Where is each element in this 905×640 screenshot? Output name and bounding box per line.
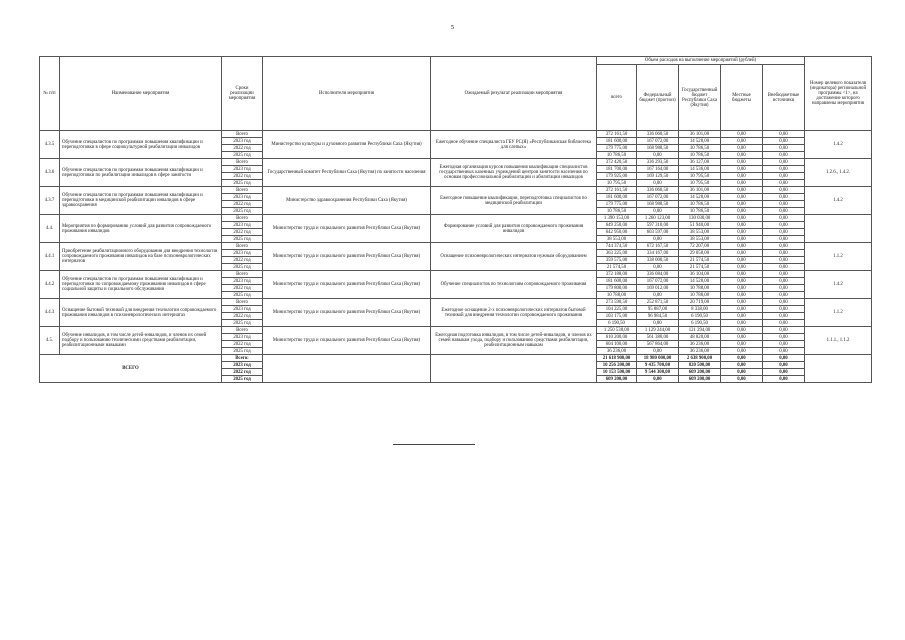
- row-value: 21 574,50: [679, 257, 721, 264]
- row-period: 2025 год: [222, 208, 263, 215]
- row-value: 0,00: [721, 173, 763, 180]
- total-value: 10 256 200,00: [597, 362, 637, 369]
- row-value: 0,00: [637, 152, 679, 159]
- row-value: 36 236,00: [679, 341, 721, 348]
- row-period: Всего: [222, 243, 263, 250]
- total-period: 2023 год: [222, 362, 263, 369]
- row-period: 2023 год: [222, 334, 263, 341]
- row-value: 336 293,50: [637, 159, 679, 166]
- row-value: 10 786,50: [679, 208, 721, 215]
- row-value: 334 167,00: [637, 250, 679, 257]
- row-name: Обучение специалистов по программам повышения квалификации и переподготовки в медицинской реабилитации инвалидов в сфере здравоохранения: [60, 187, 222, 215]
- total-value: 609 200,00: [679, 369, 721, 376]
- row-value: 0,00: [763, 138, 805, 145]
- row-period: 2023 год: [222, 278, 263, 285]
- row-value: 273 590,50: [597, 299, 637, 306]
- table-row: [40, 299, 872, 306]
- total-value: 0,00: [721, 355, 763, 362]
- row-number: 4.3.5: [40, 131, 60, 159]
- row-value: 130 030,00: [679, 215, 721, 222]
- row-value: 561 380,00: [637, 334, 679, 341]
- row-executor: Министерство труда и социального развития Республики Саха (Якутия): [263, 327, 431, 355]
- row-value: 0,00: [763, 236, 805, 243]
- row-number: 4.4.2: [40, 271, 60, 299]
- row-result: Формирование условий для развития сопровождаемого проживания инвалидов: [431, 215, 597, 243]
- row-value: 36 236,00: [597, 348, 637, 355]
- row-value: 0,00: [763, 299, 805, 306]
- row-value: 72 207,00: [679, 243, 721, 250]
- row-value: 10 788,00: [679, 292, 721, 299]
- row-value: 104 225,00: [597, 306, 637, 313]
- row-period: 2025 год: [222, 152, 263, 159]
- row-value: 6 190,50: [679, 320, 721, 327]
- page-number: 5: [450, 24, 455, 31]
- row-value: 0,00: [721, 250, 763, 257]
- row-value: 36 101,00: [679, 187, 721, 194]
- row-value: 0,00: [637, 236, 679, 243]
- row-value: 10 786,50: [679, 145, 721, 152]
- row-period: Всего: [222, 187, 263, 194]
- row-value: 0,00: [721, 236, 763, 243]
- row-indicator: 1.1.2: [805, 299, 872, 327]
- row-value: 20 719,00: [679, 299, 721, 306]
- row-value: 0,00: [763, 152, 805, 159]
- row-value: 1 390 153,00: [597, 215, 637, 222]
- row-value: 0,00: [763, 194, 805, 201]
- total-value: 2 638 900,00: [679, 355, 721, 362]
- row-period: 2023 год: [222, 306, 263, 313]
- total-label: ВСЕГО: [40, 355, 222, 383]
- row-value: 0,00: [721, 222, 763, 229]
- row-value: 0,00: [721, 159, 763, 166]
- row-name: Приобретение реабилитационного оборудования для внедрения технологии сопровождаемого проживания инвалидов на базе психоневрологических интернатов: [60, 243, 222, 271]
- row-value: 0,00: [721, 264, 763, 271]
- row-value: 179 800,00: [597, 285, 637, 292]
- row-value: 359 575,00: [597, 257, 637, 264]
- row-number: 4.3.6: [40, 159, 60, 187]
- row-value: 0,00: [721, 278, 763, 285]
- header-num: № п/п: [40, 57, 60, 131]
- row-value: 0,00: [637, 208, 679, 215]
- row-value: 0,00: [763, 285, 805, 292]
- row-value: 0,00: [721, 243, 763, 250]
- row-value: 0,00: [763, 264, 805, 271]
- row-value: 0,00: [763, 306, 805, 313]
- row-value: 0,00: [721, 299, 763, 306]
- row-value: 14 528,00: [679, 194, 721, 201]
- row-value: 372 161,50: [597, 187, 637, 194]
- row-number: 4.5.: [40, 327, 60, 355]
- row-value: 0,00: [763, 341, 805, 348]
- header-local: Местные бюджеты: [721, 65, 763, 131]
- row-value: 10 786,50: [597, 208, 637, 215]
- row-period: 2022 год: [222, 229, 263, 236]
- total-value: 0,00: [721, 376, 763, 383]
- row-value: 0,00: [721, 320, 763, 327]
- total-value: 0,00: [763, 376, 805, 383]
- row-executor: Государственный комитет Республики Саха (Якутия) по занятости населения: [263, 159, 431, 187]
- row-name: Мероприятия по формированию условий для развития сопровождаемого проживания инвалидов: [60, 215, 222, 243]
- budget-table: [39, 56, 872, 383]
- header-republic: Государственный бюджет Республики Саха (Якутия): [679, 65, 721, 131]
- row-value: 181 700,00: [597, 166, 637, 173]
- row-value: 10 788,00: [679, 285, 721, 292]
- row-value: 14 528,00: [679, 138, 721, 145]
- row-value: 372 420,50: [597, 159, 637, 166]
- row-name: Оснащение бытовой техникой для внедрения технологии сопровождаемого проживания инвалидов в психоневрологических интернатах: [60, 299, 222, 327]
- row-value: 10 786,50: [679, 201, 721, 208]
- row-value: 338 000,50: [637, 257, 679, 264]
- row-period: 2023 год: [222, 138, 263, 145]
- row-indicator: 1.1.1., 1.1.2: [805, 327, 872, 355]
- total-result-empty: [431, 355, 597, 383]
- row-value: 38 553,00: [679, 236, 721, 243]
- row-value: 0,00: [637, 292, 679, 299]
- row-value: 0,00: [637, 264, 679, 271]
- row-period: 2025 год: [222, 264, 263, 271]
- row-value: 0,00: [763, 278, 805, 285]
- row-value: 48 820,00: [679, 334, 721, 341]
- row-period: 2022 год: [222, 285, 263, 292]
- row-value: 603 597,00: [637, 229, 679, 236]
- total-value: 9 435 700,00: [637, 362, 679, 369]
- row-value: 181 600,00: [597, 138, 637, 145]
- row-value: 179 775,00: [597, 145, 637, 152]
- row-value: 179 775,00: [597, 201, 637, 208]
- row-value: 121 294,00: [679, 327, 721, 334]
- total-period: Всего:: [222, 355, 263, 362]
- row-value: 1 250 538,00: [597, 327, 637, 334]
- row-value: 36 101,00: [679, 131, 721, 138]
- row-value: 610 200,00: [597, 334, 637, 341]
- header-result: Ожидаемый результат реализации мероприятия: [431, 57, 597, 131]
- row-value: 0,00: [763, 208, 805, 215]
- total-value: 609 200,00: [679, 376, 721, 383]
- row-value: 14 528,00: [679, 278, 721, 285]
- row-value: 0,00: [721, 131, 763, 138]
- row-value: 252 871,50: [637, 299, 679, 306]
- row-value: 8 338,00: [679, 306, 721, 313]
- row-value: 181 600,00: [597, 194, 637, 201]
- total-value: 10 153 500,00: [597, 369, 637, 376]
- row-period: Всего: [222, 131, 263, 138]
- row-value: 0,00: [637, 320, 679, 327]
- row-period: Всего: [222, 327, 263, 334]
- row-value: 168 988,50: [637, 201, 679, 208]
- row-value: 0,00: [721, 194, 763, 201]
- row-value: 0,00: [721, 327, 763, 334]
- row-result: Ежегодная организация курсов повышения квалификации специалистов государственных казенных учреждений центров занятости населения по основам профессиональной реабилитации и абилитации инвалидов: [431, 159, 597, 187]
- total-value: 9 544 300,00: [637, 369, 679, 376]
- row-value: 167 072,00: [637, 278, 679, 285]
- row-value: 0,00: [763, 243, 805, 250]
- row-value: 14 536,00: [679, 166, 721, 173]
- total-value: 21 618 900,00: [597, 355, 637, 362]
- total-indicator-empty: [805, 355, 872, 383]
- row-executor: Министерство труда и социального развития Республики Саха (Якутия): [263, 215, 431, 243]
- row-value: 336 060,50: [637, 187, 679, 194]
- row-value: 0,00: [763, 159, 805, 166]
- row-value: 0,00: [763, 327, 805, 334]
- row-value: 167 072,00: [637, 138, 679, 145]
- row-value: 167 072,00: [637, 194, 679, 201]
- total-value: 0,00: [763, 369, 805, 376]
- row-value: 38 553,00: [679, 229, 721, 236]
- row-period: 2023 год: [222, 250, 263, 257]
- row-period: 2025 год: [222, 348, 263, 355]
- row-value: 0,00: [721, 187, 763, 194]
- row-number: 4.4.3: [40, 299, 60, 327]
- total-value: 0,00: [637, 376, 679, 383]
- header-executor: Исполнители мероприятия: [263, 57, 431, 131]
- row-value: 10 786,50: [597, 152, 637, 159]
- row-period: 2025 год: [222, 292, 263, 299]
- row-executor: Министерство труда и социального развития Республики Саха (Якутия): [263, 299, 431, 327]
- header-volume: Объем расходов на выполнение мероприятий (рублей): [597, 57, 805, 65]
- row-period: Всего: [222, 215, 263, 222]
- row-name: Обучение специалистов по программам повышения квалификации и переподготовки по реабилитации инвалидов в сфере занятости: [60, 159, 222, 187]
- row-name: Обучение инвалидов, в том числе детей-инвалидов, и членов их семей подбору и пользованию техническими средствами реабилитации, реабилитационными навыками: [60, 327, 222, 355]
- row-value: 29 058,00: [679, 250, 721, 257]
- row-period: 2022 год: [222, 341, 263, 348]
- row-period: 2023 год: [222, 222, 263, 229]
- row-value: 0,00: [721, 215, 763, 222]
- row-value: 0,00: [721, 138, 763, 145]
- row-period: 2022 год: [222, 257, 263, 264]
- row-indicator: 1.4.2: [805, 271, 872, 299]
- row-value: 642 950,00: [597, 229, 637, 236]
- header-extra: Внебюджетные источники: [763, 65, 805, 131]
- row-value: 0,00: [637, 180, 679, 187]
- row-value: 0,00: [721, 271, 763, 278]
- total-value: 0,00: [721, 362, 763, 369]
- row-value: 567 864,00: [637, 341, 679, 348]
- row-value: 0,00: [721, 306, 763, 313]
- table-row: [40, 271, 872, 278]
- row-result: Ежегодное обучение специалиста ГБУ РС(Я) «Республиканская библиотека для слепых»: [431, 131, 597, 159]
- row-period: 2022 год: [222, 173, 263, 180]
- footnote-separator: [393, 444, 475, 445]
- total-value: 609 200,00: [597, 376, 637, 383]
- row-value: 336 060,50: [637, 131, 679, 138]
- row-result: Оснащение психоневрологических интернатов нужным оборудованием: [431, 243, 597, 271]
- row-value: 0,00: [763, 180, 805, 187]
- header-indicator: Номер целевого показателя (индикатора) региональной программы <1>, на достижение которого направлены мероприятия: [805, 57, 872, 131]
- row-period: 2025 год: [222, 320, 263, 327]
- total-value: 0,00: [721, 369, 763, 376]
- row-value: 10 788,00: [597, 292, 637, 299]
- row-number: 4.4.1: [40, 243, 60, 271]
- row-period: 2023 год: [222, 166, 263, 173]
- row-value: 1 260 123,00: [637, 215, 679, 222]
- row-value: 96 984,50: [637, 313, 679, 320]
- row-indicator: [805, 215, 872, 243]
- row-value: 51 940,00: [679, 222, 721, 229]
- row-value: 0,00: [637, 348, 679, 355]
- table-row: [40, 131, 872, 138]
- row-value: 36 104,00: [679, 271, 721, 278]
- row-indicator: 1.1.2: [805, 243, 872, 271]
- row-value: 10 795,50: [597, 180, 637, 187]
- row-value: 0,00: [721, 313, 763, 320]
- row-value: 0,00: [763, 145, 805, 152]
- row-period: 2025 год: [222, 180, 263, 187]
- row-value: 36 236,00: [679, 348, 721, 355]
- row-value: 169 012,00: [637, 285, 679, 292]
- row-result: Обучение специалистов по технологиям сопровождаемого проживания: [431, 271, 597, 299]
- row-result: Ежегодное повышение квалификации, переподготовка специалистов по медицинской реабилитации: [431, 187, 597, 215]
- row-value: 0,00: [763, 320, 805, 327]
- row-result: Ежегодная подготовка инвалидов, в том числе детей-инвалидов, и членов их семей навыкам ухода, подбору и пользованию средствами реабилитации, реабилитационным навыкам: [431, 327, 597, 355]
- row-value: 0,00: [721, 201, 763, 208]
- row-executor: Министерство труда и социального развития Республики Саха (Якутия): [263, 271, 431, 299]
- header-name: Наименование мероприятия: [60, 57, 222, 131]
- row-value: 179 925,00: [597, 173, 637, 180]
- row-name: Обучение специалистов по программам повышения квалификации и переподготовки по сопровождаемому проживанию инвалидов в сфере социальной защиты и социального обслуживания: [60, 271, 222, 299]
- row-value: 0,00: [721, 166, 763, 173]
- row-value: 0,00: [763, 313, 805, 320]
- row-executor: Министерство здравоохранения Республики Саха (Якутия): [263, 187, 431, 215]
- row-value: 0,00: [763, 201, 805, 208]
- row-value: 10 795,50: [679, 180, 721, 187]
- row-value: 0,00: [721, 229, 763, 236]
- row-indicator: 1.2.6., 1.4.2.: [805, 159, 872, 187]
- row-period: 2022 год: [222, 145, 263, 152]
- header-federal: Федеральный бюджет (прогноз): [637, 65, 679, 131]
- row-period: Всего: [222, 299, 263, 306]
- row-value: 372 188,00: [597, 271, 637, 278]
- row-name: Обучение специалистов по программам повышения квалификации и переподготовки в сфере социокультурной реабилитации инвалидов: [60, 131, 222, 159]
- total-period: 2025 год: [222, 376, 263, 383]
- total-period: 2022 год: [222, 369, 263, 376]
- table-row: [40, 187, 872, 194]
- row-period: Всего: [222, 159, 263, 166]
- row-value: 0,00: [763, 131, 805, 138]
- row-value: 649 250,00: [597, 222, 637, 229]
- row-value: 0,00: [763, 222, 805, 229]
- row-value: 0,00: [721, 180, 763, 187]
- row-period: 2022 год: [222, 201, 263, 208]
- row-value: 6 190,50: [597, 320, 637, 327]
- row-period: Всего: [222, 271, 263, 278]
- total-value: 0,00: [763, 362, 805, 369]
- row-value: 169 129,50: [637, 173, 679, 180]
- row-value: 0,00: [721, 292, 763, 299]
- row-value: 103 175,00: [597, 313, 637, 320]
- total-executor-empty: [263, 355, 431, 383]
- row-value: 10 786,50: [679, 152, 721, 159]
- header-total: всего: [597, 65, 637, 131]
- row-value: 744 374,50: [597, 243, 637, 250]
- row-value: 0,00: [763, 215, 805, 222]
- row-value: 10 795,50: [679, 173, 721, 180]
- row-period: 2025 год: [222, 236, 263, 243]
- row-value: 0,00: [721, 208, 763, 215]
- row-value: 38 553,00: [597, 236, 637, 243]
- row-value: 36 127,00: [679, 159, 721, 166]
- row-value: 0,00: [763, 250, 805, 257]
- row-value: 604 100,00: [597, 341, 637, 348]
- row-period: 2022 год: [222, 313, 263, 320]
- row-value: 0,00: [763, 173, 805, 180]
- row-value: 0,00: [763, 187, 805, 194]
- header-period: Сроки реализации мероприятия: [222, 57, 263, 131]
- total-row: [40, 355, 872, 362]
- table-row: [40, 215, 872, 222]
- row-period: 2023 год: [222, 194, 263, 201]
- row-result: Ежегодное оснащение 2-х психоневрологических интернатов бытовой техникой для внедрения технологии сопровождаемого проживания: [431, 299, 597, 327]
- row-value: 672 167,50: [637, 243, 679, 250]
- row-value: 21 574,50: [679, 264, 721, 271]
- row-value: 0,00: [763, 348, 805, 355]
- row-value: 372 161,50: [597, 131, 637, 138]
- row-value: 0,00: [721, 285, 763, 292]
- row-indicator: 1.4.2: [805, 187, 872, 215]
- row-value: 168 988,50: [637, 145, 679, 152]
- row-executor: Министерство культуры и духовного развития Республики Саха (Якутия): [263, 131, 431, 159]
- row-value: 363 225,00: [597, 250, 637, 257]
- row-value: 0,00: [721, 341, 763, 348]
- row-value: 0,00: [721, 334, 763, 341]
- row-value: 21 574,50: [597, 264, 637, 271]
- row-value: 95 887,00: [637, 306, 679, 313]
- row-value: 597 310,00: [637, 222, 679, 229]
- row-value: 0,00: [721, 152, 763, 159]
- total-value: 820 500,00: [679, 362, 721, 369]
- row-value: 1 129 244,00: [637, 327, 679, 334]
- row-value: 0,00: [763, 292, 805, 299]
- row-indicator: 1.4.2: [805, 131, 872, 159]
- row-value: 336 084,00: [637, 271, 679, 278]
- row-value: 0,00: [763, 229, 805, 236]
- row-value: 167 164,00: [637, 166, 679, 173]
- row-number: 4.3.7: [40, 187, 60, 215]
- row-value: 0,00: [763, 334, 805, 341]
- row-value: 0,00: [763, 271, 805, 278]
- total-value: 18 980 000,00: [637, 355, 679, 362]
- row-value: 0,00: [721, 348, 763, 355]
- table-body: [40, 131, 872, 383]
- row-value: 0,00: [721, 257, 763, 264]
- table-row: [40, 327, 872, 334]
- row-value: 0,00: [763, 166, 805, 173]
- row-value: 0,00: [721, 145, 763, 152]
- table-row: [40, 243, 872, 250]
- row-value: 6 190,50: [679, 313, 721, 320]
- table-row: [40, 159, 872, 166]
- row-value: 181 600,00: [597, 278, 637, 285]
- row-executor: Министерство труда и социального развития Республики Саха (Якутия): [263, 243, 431, 271]
- row-value: 0,00: [763, 257, 805, 264]
- row-number: 4.4.: [40, 215, 60, 243]
- total-value: 0,00: [763, 355, 805, 362]
